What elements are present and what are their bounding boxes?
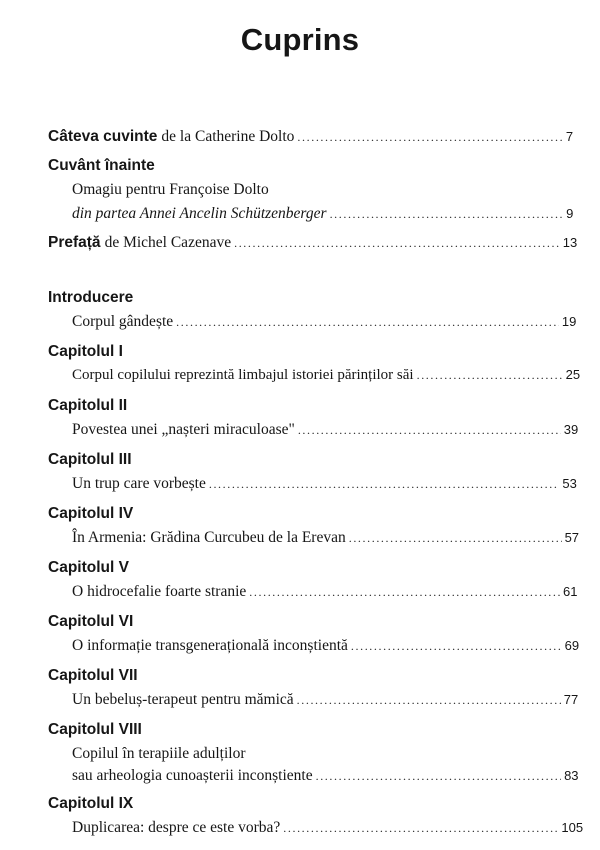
- toc-line: [72, 583, 578, 601]
- entry-heading: Capitolul I: [48, 343, 123, 360]
- page-number: 39: [563, 422, 579, 437]
- leader-dots: [234, 236, 560, 251]
- entry-heading: Câteva cuvinte: [48, 128, 158, 145]
- toc-entry-capitolul-8-sub1: [72, 745, 568, 763]
- entry-text: Corpul copilului reprezintă limbajul istoriei părinților săi: [72, 367, 414, 383]
- entry-heading: Capitolul VII: [48, 667, 138, 684]
- toc-line: [48, 234, 578, 252]
- page-number: 61: [563, 584, 578, 599]
- toc-entry-prefata: [48, 234, 578, 252]
- leader-dots: [249, 585, 560, 600]
- toc-entry-capitolul-3-sub: [72, 475, 577, 493]
- toc-entry-cuvant-inainte-sub: [72, 181, 568, 199]
- page-number: 83: [564, 768, 579, 783]
- entry-text: sau arheologia cunoașterii inconștiente: [72, 767, 313, 784]
- entry-heading: Capitolul IX: [48, 795, 134, 812]
- entry-text: de Michel Cazenave: [104, 234, 232, 251]
- toc-line: [72, 767, 579, 785]
- entry-text: Povestea unei „nașteri miraculoase": [72, 421, 295, 438]
- page-title: Cuprins: [240, 22, 360, 57]
- leader-dots: [351, 639, 562, 654]
- toc-entry-capitolul-6: [48, 613, 568, 631]
- entry-heading: Prefață: [48, 234, 101, 251]
- page-number: 19: [561, 314, 577, 329]
- entry-text: Duplicarea: despre ce este vorba?: [72, 819, 281, 836]
- leader-dots: [297, 693, 561, 708]
- toc-entry-cuvant-inainte-sub2: [72, 205, 574, 223]
- entry-text: O hidrocefalie foarte stranie: [72, 583, 247, 600]
- page-number: 7: [565, 129, 574, 144]
- toc-entry-introducere: [48, 289, 568, 307]
- toc-line: [72, 745, 568, 763]
- toc-entry-capitolul-7: [48, 667, 568, 685]
- entry-heading: Capitolul VI: [48, 613, 134, 630]
- entry-heading: Cuvânt înainte: [48, 157, 155, 174]
- toc-entry-capitolul-3: [48, 451, 568, 469]
- toc-line: [72, 313, 577, 331]
- toc-entry-capitolul-4-sub: [72, 529, 580, 547]
- toc-entry-capitolul-4: [48, 505, 568, 523]
- entry-text: Corpul gândește: [72, 313, 174, 330]
- toc-line: [72, 637, 580, 655]
- page-number: 69: [564, 638, 580, 653]
- toc-line: [48, 128, 574, 146]
- entry-heading: Capitolul III: [48, 451, 132, 468]
- toc-entry-capitolul-2: [48, 397, 568, 415]
- entry-text: Un bebeluș-terapeut pentru mămică: [72, 691, 294, 708]
- toc-line: [72, 691, 579, 709]
- page-number: 57: [564, 530, 580, 545]
- toc-line: [72, 529, 580, 547]
- page-number: 13: [562, 235, 578, 250]
- toc-entry-capitolul-1-sub: [72, 367, 581, 384]
- toc-entry-capitolul-5-sub: [72, 583, 578, 601]
- entry-heading: Capitolul V: [48, 559, 129, 576]
- leader-dots: [330, 207, 564, 222]
- toc-line: [72, 421, 579, 439]
- page-number: 105: [561, 820, 584, 835]
- entry-text: de la Catherine Dolto: [161, 128, 295, 145]
- entry-text: O informație transgenerațională inconștientă: [72, 637, 348, 654]
- entry-heading: Introducere: [48, 289, 134, 306]
- page-number: 77: [563, 692, 579, 707]
- toc-line: [72, 819, 584, 837]
- leader-dots: [209, 477, 560, 492]
- toc-entry-capitolul-8-sub2: [72, 767, 579, 785]
- toc-entry-cuvant-inainte: [48, 157, 568, 175]
- toc-entry-capitolul-7-sub: [72, 691, 579, 709]
- toc-line: [72, 205, 574, 223]
- toc-entry-capitolul-6-sub: [72, 637, 580, 655]
- page-number: 53: [562, 476, 577, 491]
- entry-text: În Armenia: Grădina Curcubeu de la Erevan: [72, 529, 346, 546]
- entry-text: Copilul în terapiile adulților: [72, 745, 246, 762]
- toc-entry-capitolul-1: [48, 343, 568, 361]
- entry-heading: Capitolul II: [48, 397, 128, 414]
- toc-entry-capitolul-5: [48, 559, 568, 577]
- entry-text: din partea Annei Ancelin Schützenberger: [72, 205, 327, 222]
- page-number: 25: [565, 367, 581, 382]
- toc-entry-capitolul-9-sub: [72, 819, 584, 837]
- toc-entry-cateva-cuvinte: [48, 128, 574, 146]
- toc-entry-capitolul-2-sub: [72, 421, 579, 439]
- toc-entry-capitolul-9: [48, 795, 568, 813]
- toc-entry-capitolul-8: [48, 721, 568, 739]
- leader-dots: [298, 423, 561, 438]
- toc-line: [72, 367, 581, 384]
- leader-dots: [349, 531, 562, 546]
- toc-entry-introducere-sub: [72, 313, 577, 331]
- leader-dots: [176, 315, 559, 330]
- leader-dots: [283, 821, 558, 836]
- page-number: 9: [566, 206, 574, 221]
- leader-dots: [316, 769, 561, 784]
- entry-text: Un trup care vorbește: [72, 475, 206, 492]
- entry-text: Omagiu pentru Françoise Dolto: [72, 181, 269, 198]
- toc-line: [72, 475, 577, 493]
- entry-heading: Capitolul VIII: [48, 721, 142, 738]
- entry-heading: Capitolul IV: [48, 505, 134, 522]
- toc-line: [72, 181, 568, 199]
- leader-dots: [297, 130, 562, 145]
- leader-dots: [417, 368, 563, 383]
